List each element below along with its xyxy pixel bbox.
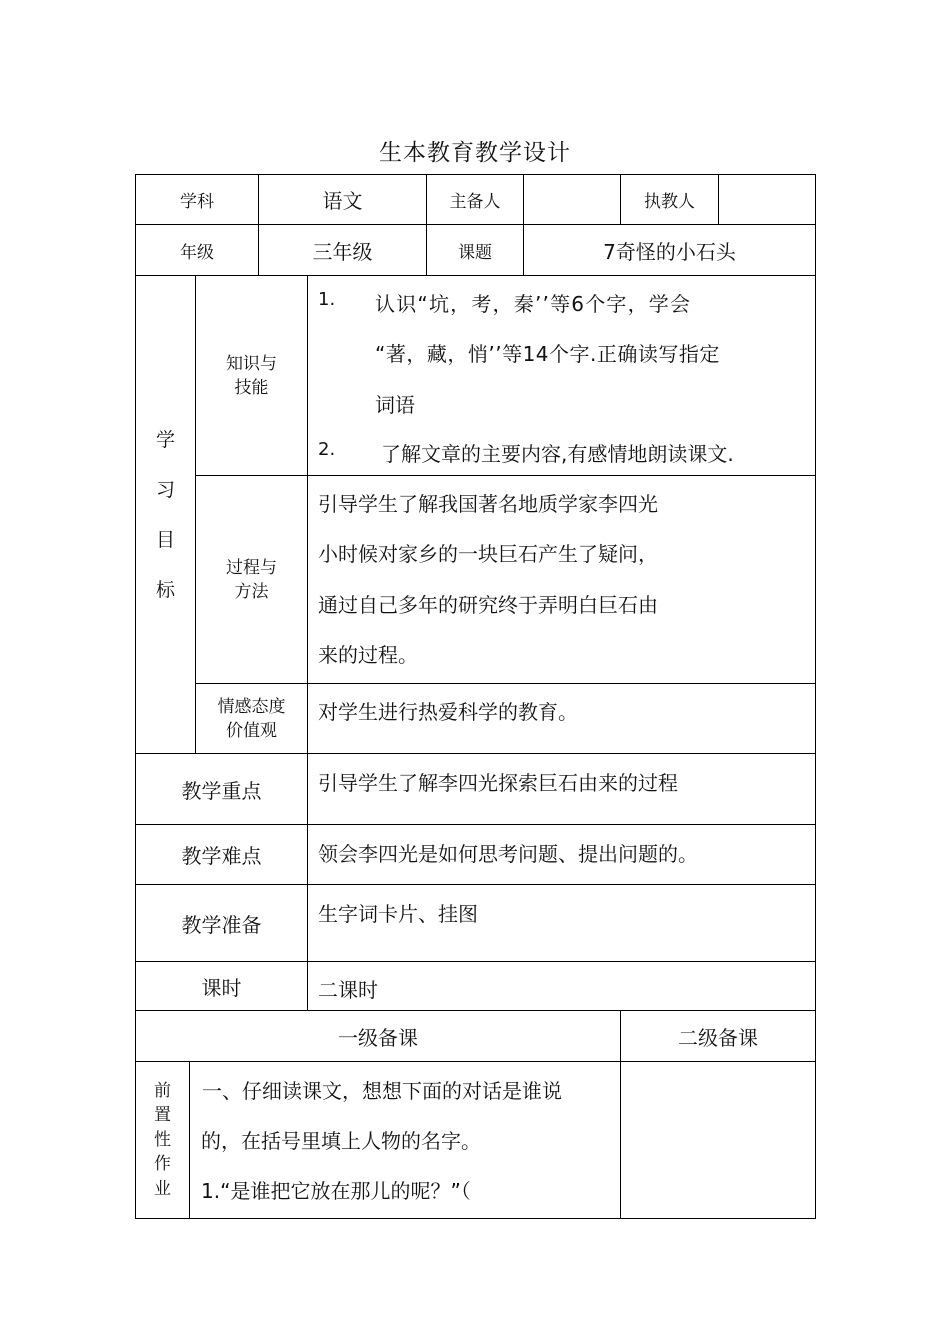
- preparation-label: 教学准备: [181, 912, 262, 937]
- process-method-text: 来的过程。: [318, 643, 418, 667]
- subject-value: 语文: [322, 189, 363, 213]
- emotion-values-text: 对学生进行热爱科学的教育。: [318, 700, 578, 724]
- pre-homework-label-char: 业: [154, 1178, 171, 1199]
- knowledge-skills-label: [196, 276, 307, 475]
- level-two-prep-header: 二级备课: [678, 1025, 758, 1050]
- difficult-points-label: 教学难点: [181, 844, 262, 868]
- teacher-value: [719, 175, 815, 224]
- emotion-values-label: [196, 684, 307, 753]
- teacher-label: 执教人: [644, 192, 695, 212]
- knowledge-skills-label-line: 技能: [234, 377, 269, 398]
- knowledge-item-number: 1.: [318, 289, 336, 310]
- topic-label: 课题: [458, 242, 492, 263]
- pre-homework-label-char: 作: [154, 1154, 171, 1175]
- learning-goals-label-char: 标: [155, 578, 175, 601]
- key-points-text: 引导学生了解李四光探索巨石由来的过程: [318, 771, 678, 795]
- level-one-prep-header: 一级备课: [338, 1025, 418, 1050]
- knowledge-item-text: “著，藏，悄’’等14个字.正确读写指定: [375, 342, 720, 366]
- preparation-text: 生字词卡片、挂图: [318, 902, 478, 926]
- learning-goals-label-char: 习: [155, 478, 175, 501]
- table-rule: [135, 1061, 816, 1062]
- process-method-text: 引导学生了解我国著名地质学家李四光: [318, 492, 658, 516]
- page-title: 生本教育教学设计: [379, 140, 571, 166]
- class-hours-label: 课时: [201, 975, 242, 1000]
- process-method-label: [196, 476, 307, 683]
- lead-teacher-value: [524, 175, 620, 224]
- subject-label: 学科: [180, 192, 214, 212]
- grade-label: 年级: [180, 242, 214, 263]
- table-rule-vertical: [307, 275, 308, 1010]
- pre-homework-text: 一、仔细读课文，想想下面的对话是谁说: [202, 1079, 562, 1103]
- pre-homework-label-char: 前: [154, 1080, 171, 1101]
- grade-value: 三年级: [312, 239, 373, 264]
- emotion-values-label-line: 情感态度: [217, 696, 286, 717]
- topic-value: 7奇怪的小石头: [603, 239, 736, 264]
- pre-homework-text: 的，在括号里填上人物的名字。: [201, 1129, 481, 1153]
- learning-goals-label-char: 目: [155, 528, 175, 551]
- process-method-text: 通过自己多年的研究终于弄明白巨石由: [318, 593, 658, 617]
- knowledge-item-text: 认识“坑，考，秦’’等6个字，学会: [375, 292, 692, 316]
- knowledge-item-text: 词语: [375, 393, 415, 417]
- key-points-label: 教学重点: [181, 778, 262, 803]
- knowledge-skills-label-line: 知识与: [226, 353, 277, 374]
- lead-teacher-label: 主备人: [449, 192, 501, 212]
- process-method-label-line: 过程与: [226, 557, 277, 578]
- process-method-label-line: 方法: [234, 581, 269, 602]
- pre-homework-label-char: 置: [154, 1105, 171, 1126]
- difficult-points-text: 领会李四光是如何思考问题、提出问题的。: [318, 842, 698, 866]
- process-method-text: 小时候对家乡的一块巨石产生了疑问，: [318, 542, 658, 566]
- learning-goals-label-char: 学: [155, 428, 175, 451]
- emotion-values-label-line: 价值观: [226, 720, 277, 741]
- table-rule-vertical: [189, 1061, 190, 1218]
- knowledge-item-text: 了解文章的主要内容,有感情地朗读课文.: [381, 442, 734, 466]
- class-hours-text: 二课时: [318, 978, 378, 1002]
- pre-homework-label-char: 性: [154, 1129, 171, 1150]
- table-border-right: [815, 174, 816, 1219]
- table-border-bottom: [135, 1218, 816, 1219]
- knowledge-item-number: 2.: [318, 439, 336, 460]
- pre-homework-label: [136, 1062, 189, 1218]
- learning-goals-label: [136, 276, 195, 753]
- pre-homework-text: 1.“是谁把它放在那儿的呢？”（: [201, 1179, 471, 1203]
